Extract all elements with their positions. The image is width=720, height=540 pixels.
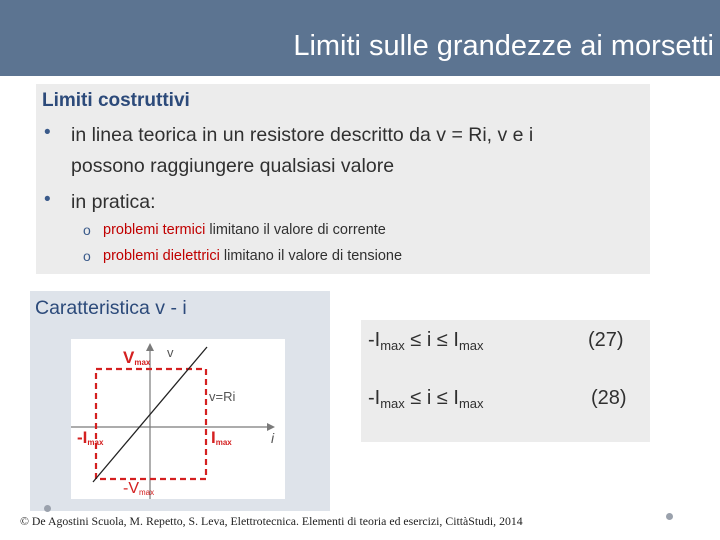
v-axis-label: v xyxy=(167,345,174,360)
limits-rectangle xyxy=(96,369,206,479)
thermal-problems-rest: limitano il valore di corrente xyxy=(205,222,386,238)
bullet-dot: • xyxy=(44,189,51,210)
v-max-label: Vmax xyxy=(123,348,151,367)
vi-characteristic-diagram xyxy=(71,339,285,499)
bullet1-line1: in linea teorica in un resistore descritto da v = Ri, v e i xyxy=(71,124,534,146)
equation-number-27: (27) xyxy=(588,329,624,351)
dielectric-problems-label: problemi dielettrici xyxy=(103,248,220,264)
limits-box xyxy=(36,84,650,274)
equation-27: $-I_{max} \le i \le I_{max}$ xyxy=(368,329,484,353)
thermal-problems-label: problemi termici xyxy=(103,222,206,238)
sub-bullet-thermal xyxy=(103,222,386,238)
slide-title: Limiti sulle grandezze ai morsetti xyxy=(293,30,714,62)
line-label: v=Ri xyxy=(209,389,236,404)
v-axis-arrow-icon xyxy=(146,343,154,351)
bullet-dot: • xyxy=(44,122,51,143)
v-max-neg-label: -Vmax xyxy=(123,480,155,497)
section-heading-limits: Limiti costruttivi xyxy=(42,90,190,111)
sub-bullet-symbol: o xyxy=(83,222,91,238)
copyright-footer: © De Agostini Scuola, M. Repetto, S. Leva, Elettrotecnica. Elementi di teoria ed esercizi, CittàStudi, 2014 xyxy=(20,514,523,528)
vi-diagram-svg xyxy=(71,339,285,499)
i-max-neg-label: -Imax xyxy=(77,428,104,447)
bullet2-text: in pratica: xyxy=(71,191,156,213)
section-heading-characteristic: Caratteristica v - i xyxy=(35,297,187,319)
dielectric-problems-rest: limitano il valore di tensione xyxy=(219,248,403,264)
sub-bullet-symbol: o xyxy=(83,248,91,264)
title-bar xyxy=(0,0,720,76)
bullet1-line2: possono raggiungere qualsiasi valore xyxy=(71,155,395,177)
sub-bullet-dielectric xyxy=(103,248,402,264)
equation-28: $-I_{max} \le i \le I_{max}$ xyxy=(368,387,484,411)
decorative-dot-icon xyxy=(44,505,51,512)
i-axis-label: i xyxy=(271,430,275,446)
equation-number-28: (28) xyxy=(591,387,627,409)
decorative-dot-icon xyxy=(666,513,673,520)
i-max-label: Imax xyxy=(211,428,232,447)
